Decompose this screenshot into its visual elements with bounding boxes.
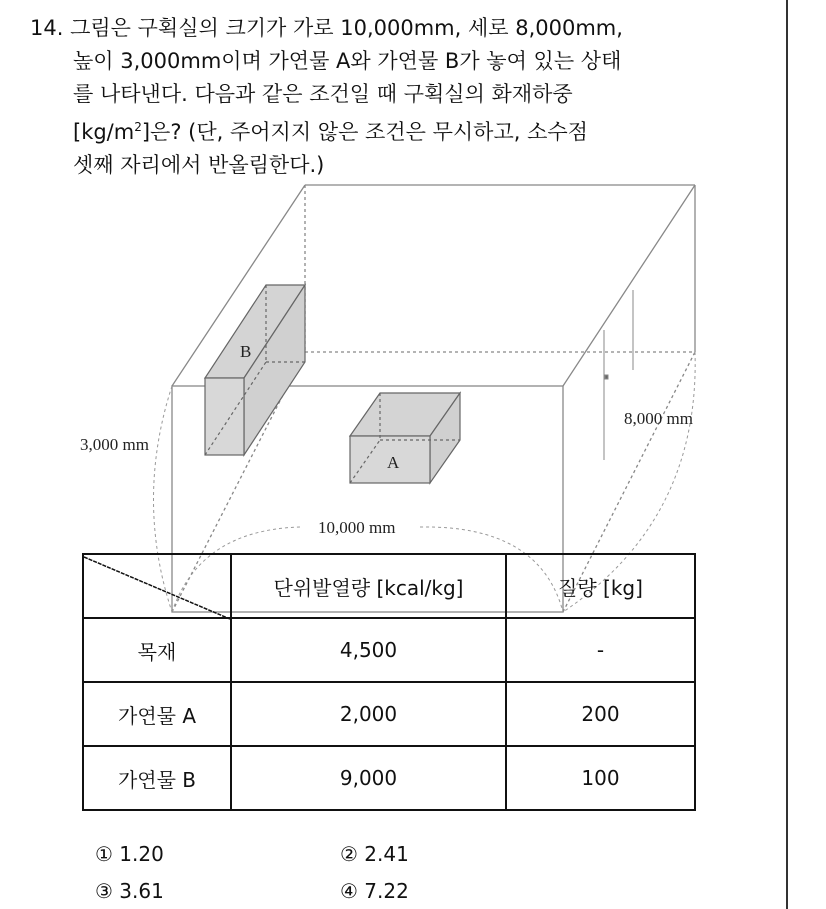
label-b: B [240, 342, 252, 361]
option-3[interactable]: ③ 3.61 [95, 879, 164, 903]
table-row [83, 618, 695, 682]
width-dimension-label: 10,000 mm [318, 518, 396, 537]
label-a: A [387, 453, 400, 472]
option-1[interactable]: ① 1.20 [95, 842, 164, 866]
row-heat: 9,000 [231, 746, 506, 810]
combustible-table [82, 553, 696, 811]
height-dimension-label: 3,000 mm [80, 435, 149, 454]
question-line-2: 높이 3,000mm이며 가연물 A와 가연물 B가 놓여 있는 상태 [73, 49, 622, 73]
row-mass: - [506, 618, 695, 682]
table-row [83, 682, 695, 746]
row-name: 가연물 A [83, 682, 231, 746]
table-header-row [83, 554, 695, 618]
combustible-a [350, 393, 460, 483]
corner-cell [83, 554, 231, 618]
option-2[interactable]: ② 2.41 [340, 842, 409, 866]
row-name: 가연물 B [83, 746, 231, 810]
question-number: 14. [30, 16, 64, 40]
header-heat-value: 단위발열량 [kcal/kg] [231, 554, 506, 618]
combustible-b [205, 285, 305, 455]
row-heat: 4,500 [231, 618, 506, 682]
question-line-1: 14. 그림은 구획실의 크기가 가로 10,000mm, 세로 8,000mm, [30, 16, 623, 40]
diagonal-line [84, 555, 230, 621]
row-heat: 2,000 [231, 682, 506, 746]
depth-dimension-label: 8,000 mm [624, 409, 693, 428]
question-line-3: 를 나타낸다. 다음과 같은 조건일 때 구획실의 화재하중 [73, 82, 573, 106]
table-row [83, 746, 695, 810]
door [604, 290, 633, 460]
row-mass: 100 [506, 746, 695, 810]
question-line-4: $[kg/m^2]$은? (단, 주어지지 않은 조건은 무시하고, 소수점 [73, 120, 588, 144]
row-mass: 200 [506, 682, 695, 746]
question-line-5: 셋째 자리에서 반올림한다.) [73, 153, 325, 177]
option-4[interactable]: ④ 7.22 [340, 879, 409, 903]
header-mass: 질량 [kg] [506, 554, 695, 618]
row-name: 목재 [83, 618, 231, 682]
